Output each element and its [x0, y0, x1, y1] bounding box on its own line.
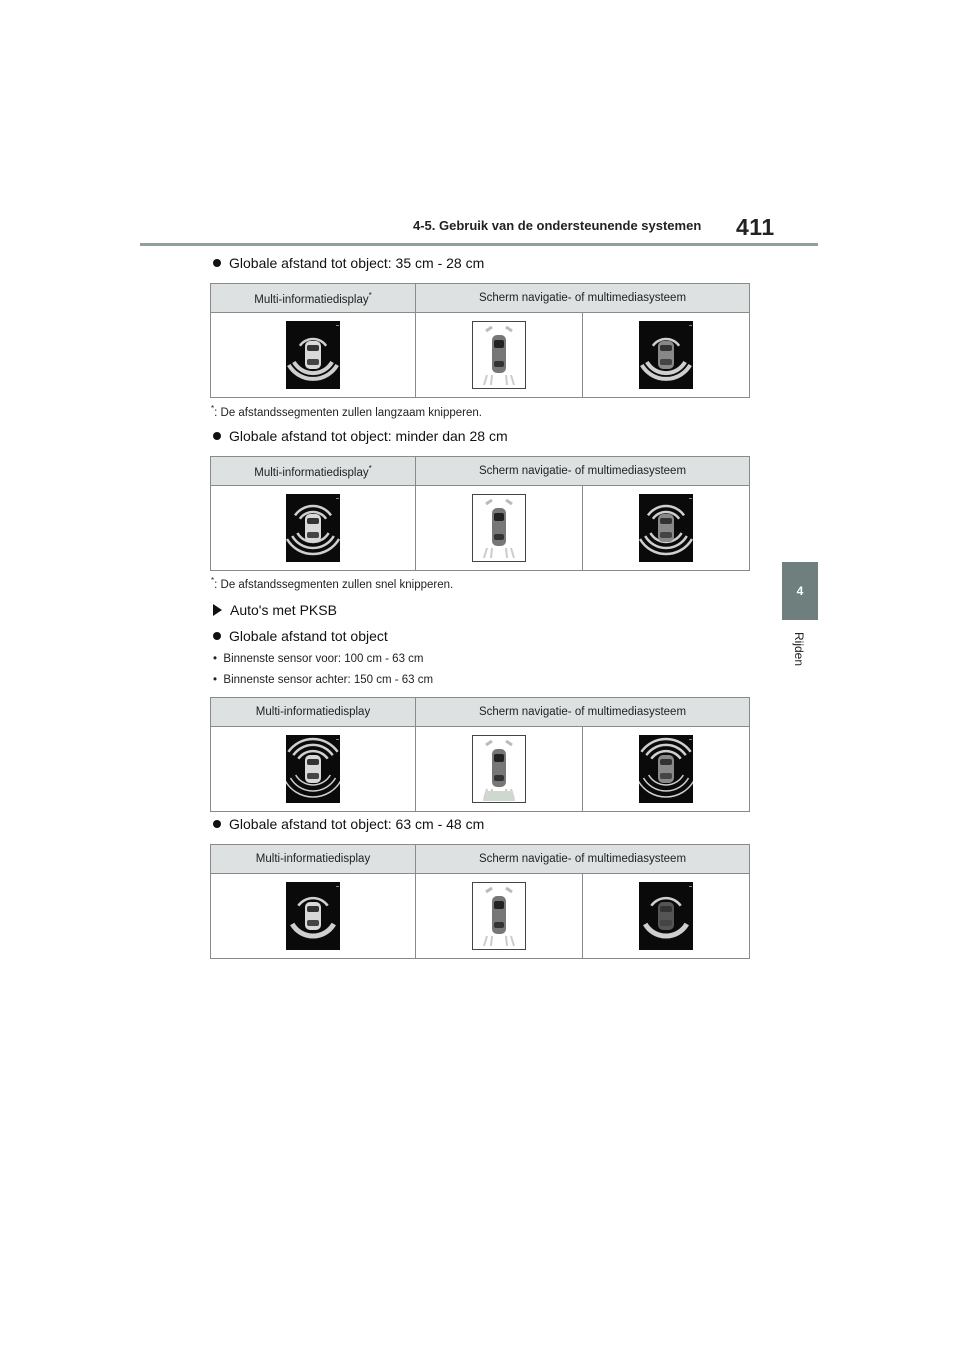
display-table	[210, 697, 750, 812]
multimedia-display-image	[639, 735, 693, 803]
multimedia-image-cell	[583, 486, 750, 571]
pksb-heading: Auto's met PKSB	[213, 602, 337, 618]
section-heading: Globale afstand tot object: minder dan 28 cm	[213, 428, 508, 444]
bullet-icon	[213, 432, 221, 440]
multimedia-image-cell	[583, 874, 750, 959]
multimedia-display-image	[639, 321, 693, 389]
mid-display-image	[286, 494, 340, 562]
mid-image	[211, 313, 416, 398]
nav-image-cell	[416, 727, 583, 812]
multimedia-display-image	[639, 882, 693, 950]
mid-image	[211, 727, 416, 812]
nav-display-image	[472, 882, 526, 950]
header-divider	[140, 243, 818, 246]
nav-display-image	[472, 321, 526, 389]
col-multi-info: Multi-informatiedisplay	[211, 845, 416, 874]
page-number: 411	[736, 214, 775, 240]
col-navigation: Scherm navigatie- of multimediasysteem	[416, 284, 750, 313]
col-navigation: Scherm navigatie- of multimediasysteem	[416, 457, 750, 486]
multimedia-display-image	[639, 494, 693, 562]
bullet-icon	[213, 259, 221, 267]
display-table	[210, 456, 750, 571]
mid-display-image	[286, 882, 340, 950]
display-table	[210, 283, 750, 398]
multimedia-image-cell	[583, 727, 750, 812]
footnote: *: De afstandssegmenten zullen snel knipperen.	[211, 576, 454, 591]
col-navigation: Scherm navigatie- of multimediasysteem	[416, 845, 750, 874]
col-multi-info: Multi-informatiedisplay*	[211, 284, 416, 313]
section-heading: Globale afstand tot object	[213, 628, 388, 644]
section-heading: Globale afstand tot object: 35 cm - 28 cm	[213, 255, 484, 271]
col-multi-info: Multi-informatiedisplay*	[211, 457, 416, 486]
nav-display-image	[472, 735, 526, 803]
chapter-tab: 4	[782, 562, 818, 620]
col-navigation: Scherm navigatie- of multimediasysteem	[416, 698, 750, 727]
sensor-note: • Binnenste sensor achter: 150 cm - 63 cm	[213, 674, 434, 686]
multimedia-image-cell	[583, 313, 750, 398]
display-table	[210, 844, 750, 959]
mid-display-image	[286, 321, 340, 389]
col-multi-info: Multi-informatiedisplay	[211, 698, 416, 727]
section-heading: Globale afstand tot object: 63 cm - 48 cm	[213, 816, 484, 832]
mid-image	[211, 486, 416, 571]
bullet-icon	[213, 632, 221, 640]
mid-display-image	[286, 735, 340, 803]
section-title: 4-5. Gebruik van de ondersteunende systemen	[413, 218, 702, 233]
nav-image-cell	[416, 313, 583, 398]
nav-display-image	[472, 494, 526, 562]
chapter-label: Rijden	[792, 632, 806, 667]
sensor-note: • Binnenste sensor voor: 100 cm - 63 cm	[213, 653, 424, 665]
footnote: *: De afstandssegmenten zullen langzaam knipperen.	[211, 404, 482, 419]
mid-image	[211, 874, 416, 959]
bullet-icon	[213, 820, 221, 828]
nav-image-cell	[416, 486, 583, 571]
nav-image-cell	[416, 874, 583, 959]
arrow-icon	[213, 604, 222, 616]
